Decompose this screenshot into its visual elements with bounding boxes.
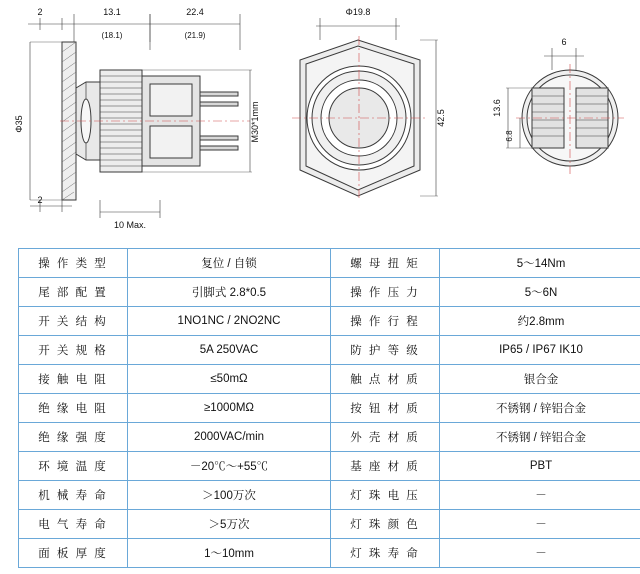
spec-label: 操 作 压 力: [331, 278, 440, 307]
spec-table-body: [19, 249, 640, 568]
spec-label: 开 关 规 格: [19, 336, 128, 365]
specifications-table: [18, 248, 640, 568]
dim-10-max: 10 Max.: [113, 220, 147, 230]
spec-label: 防 护 等 级: [331, 336, 440, 365]
spec-value: 复位 / 自锁: [128, 249, 331, 278]
table-row: [19, 423, 640, 452]
spec-label: 环 境 温 度: [19, 452, 128, 481]
table-row: [19, 510, 640, 539]
spec-value: －20℃～+55℃: [128, 452, 331, 481]
spec-label: 操 作 行 程: [331, 307, 440, 336]
dim-13-1: 13.1: [103, 7, 121, 17]
dim-2-top: 2: [37, 7, 43, 17]
spec-label: 螺 母 扭 矩: [331, 249, 440, 278]
specifications-section: [18, 248, 622, 568]
spec-value: 2000VAC/min: [128, 423, 331, 452]
table-row: [19, 394, 640, 423]
spec-value: 5A 250VAC: [128, 336, 331, 365]
top-hex-view: [292, 18, 438, 200]
spec-value: ≤50mΩ: [128, 365, 331, 394]
dim-6: 6: [561, 37, 567, 47]
dim-2-bottom: 2: [37, 195, 43, 205]
spec-value: ＞5万次: [128, 510, 331, 539]
table-row: [19, 249, 640, 278]
spec-value: 银合金: [440, 365, 640, 394]
table-row: [19, 365, 640, 394]
spec-label: 面 板 厚 度: [19, 539, 128, 568]
spec-value: 1NO1NC / 2NO2NC: [128, 307, 331, 336]
spec-value: 5～14Nm: [440, 249, 640, 278]
table-row: [19, 336, 640, 365]
spec-value: PBT: [440, 452, 640, 481]
spec-value: 1～10mm: [128, 539, 331, 568]
spec-label: 绝 缘 强 度: [19, 423, 128, 452]
dim-22-4: 22.4: [186, 7, 204, 17]
spec-value: ＞100万次: [128, 481, 331, 510]
table-row: [19, 278, 640, 307]
dim-13-6: 13.6: [492, 99, 502, 117]
dim-6-8: 6.8: [505, 130, 514, 142]
spec-label: 开 关 结 构: [19, 307, 128, 336]
spec-label: 接 触 电 阻: [19, 365, 128, 394]
spec-label: 灯 珠 寿 命: [331, 539, 440, 568]
dim-42-5: 42.5: [436, 109, 446, 127]
spec-value: IP65 / IP67 IK10: [440, 336, 640, 365]
technical-drawing: [0, 0, 640, 240]
spec-label: 绝 缘 电 阻: [19, 394, 128, 423]
spec-value: 引脚式 2.8*0.5: [128, 278, 331, 307]
spec-value: －: [440, 539, 640, 568]
table-row: [19, 481, 640, 510]
dim-21-9: (21.9): [184, 31, 206, 40]
dim-18-1: (18.1): [101, 31, 123, 40]
table-row: [19, 307, 640, 336]
spec-label: 按 钮 材 质: [331, 394, 440, 423]
spec-label: 操 作 类 型: [19, 249, 128, 278]
drawing-svg: [0, 0, 640, 240]
dim-thread-m30: M30*1mm: [250, 101, 260, 143]
spec-label: 尾 部 配 置: [19, 278, 128, 307]
spec-label: 电 气 寿 命: [19, 510, 128, 539]
spec-value: ≥1000MΩ: [128, 394, 331, 423]
spec-label: 灯 珠 电 压: [331, 481, 440, 510]
spec-label: 外 壳 材 质: [331, 423, 440, 452]
spec-label: 机 械 寿 命: [19, 481, 128, 510]
dim-diameter-35: Φ35: [14, 115, 24, 133]
spec-value: －: [440, 510, 640, 539]
table-row: [19, 452, 640, 481]
spec-label: 基 座 材 质: [331, 452, 440, 481]
side-section-view: [28, 14, 252, 218]
spec-value: 不锈钢 / 锌铝合金: [440, 394, 640, 423]
table-row: [19, 539, 640, 568]
spec-value: 不锈钢 / 锌铝合金: [440, 423, 640, 452]
spec-value: 5～6N: [440, 278, 640, 307]
spec-value: 约2.8mm: [440, 307, 640, 336]
spec-label: 灯 珠 颜 色: [331, 510, 440, 539]
spec-value: －: [440, 481, 640, 510]
rear-terminal-view: [506, 48, 624, 174]
dim-diameter-19-8: Φ19.8: [345, 7, 371, 17]
spec-label: 触 点 材 质: [331, 365, 440, 394]
